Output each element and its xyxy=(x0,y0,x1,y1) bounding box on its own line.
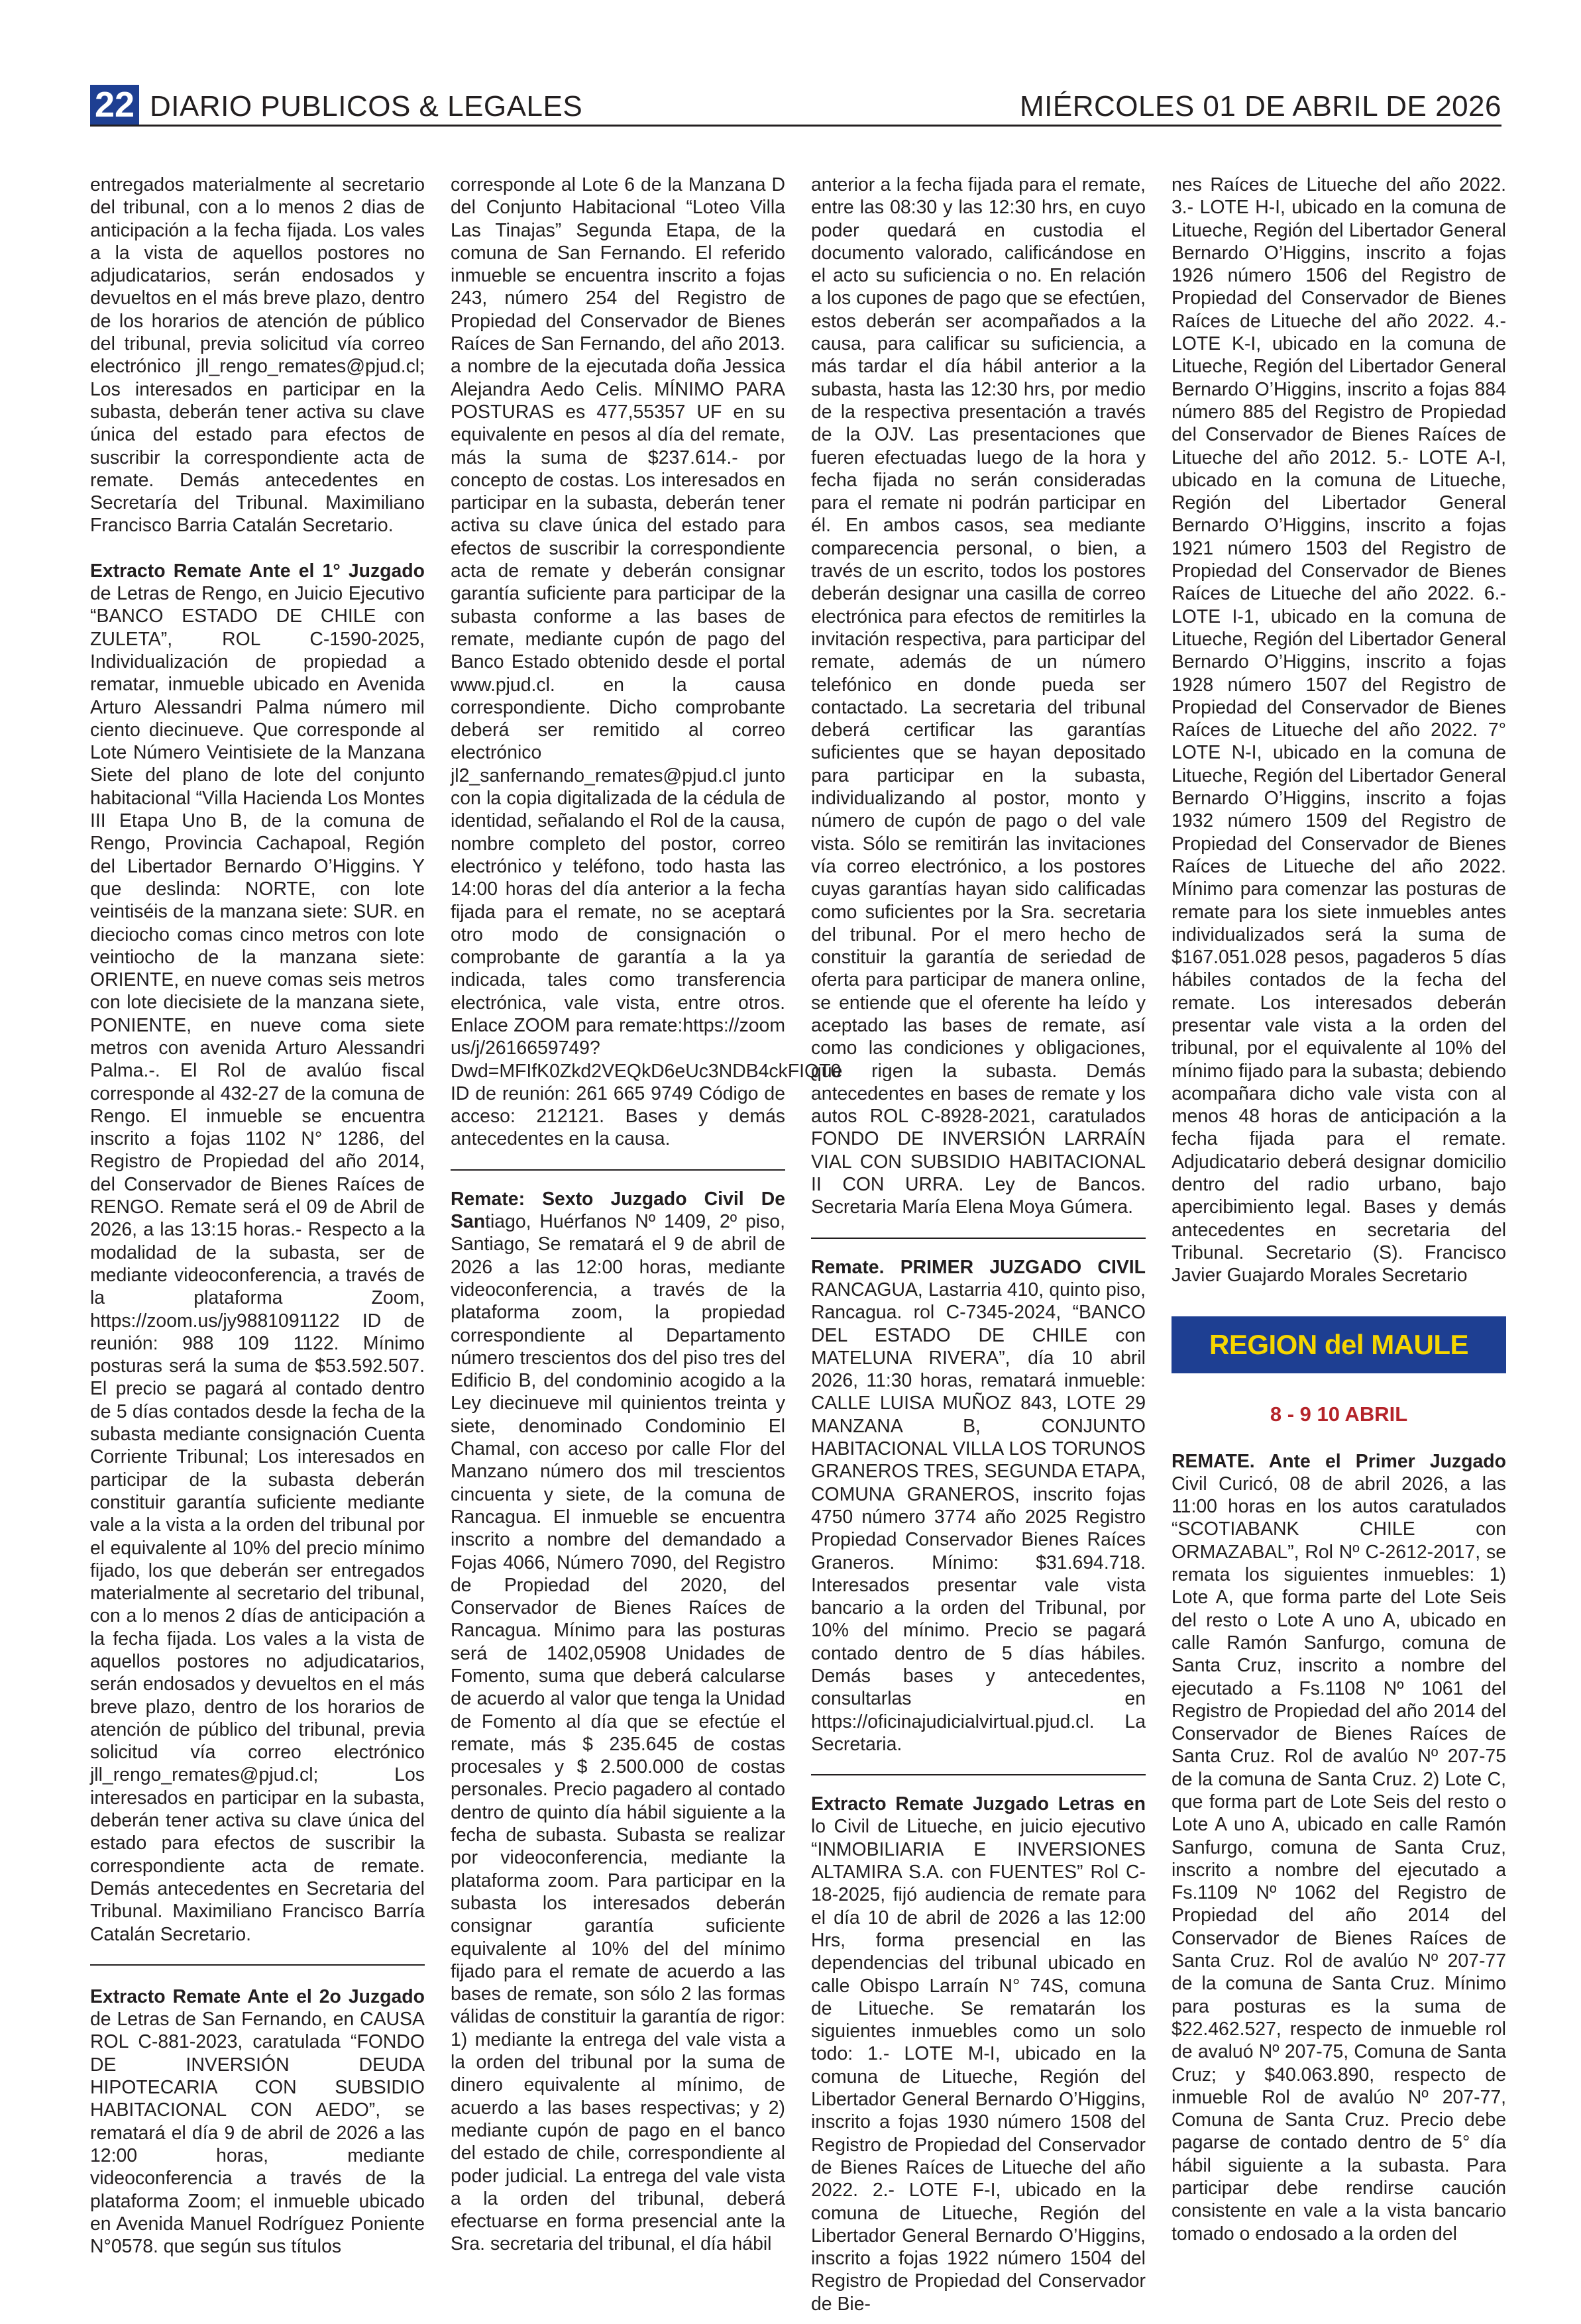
notice-body: de Letras de San Fernando, en CAUSA ROL C-881-2023, caratulada “FONDO DE INVERSIÓN DEUDA HIPOTECARIA CON SUBSIDIO HABITACIONAL CON AEDO”, se rematará el día 9 de abril de 2026 a las 12:00 horas, mediante videoconferencia a través de la plataforma Zoom; el inmueble ubicado en Avenida Manuel Rodríguez Poniente N°0578. que según sus títulos xyxy=(90,2009,425,2258)
notice-body: de Letras de Rengo, en Juicio Ejecutivo “BANCO ESTADO DE CHILE con ZULETA”, ROL C-1590-2025, Individualización de propiedad a rematar, inmueble ubicado en Avenida Arturo Alessandri Palma número mil ciento diecinueve. Que corresponde al Lote Número Veintisiete de la Manzana Siete del plano de lote del conjunto habitacional “Villa Hacienda Los Montes III Etapa Uno B, de la comuna de Rengo, Provincia Cachapoal, Región del Libertador Bernardo O’Higgins. Y que deslinda: NORTE, con lote veintiséis de la manzana siete: SUR. en dieciocho comas cinco metros con lote veintiocho de la manzana siete: ORIENTE, en nueve comas seis metros con lote diecisiete de la manzana siete, PONIENTE, en nueve coma siete metros con avenida Arturo Alessandri Palma.-. El Rol de avalúo fiscal corresponde al 432-27 de la comuna de Rengo. El inmueble se encuentra inscrito a fojas 1102 N° 1286, del Registro de Propiedad del año 2014, del Conservador de Bienes Raíces de RENGO. Remate será el 09 de Abril de 2026, a las 13:15 horas.- Respecto a la modalidad de la subasta, ser de mediante videoconferencia, a través de la plataforma Zoom, https://zoom.us/jy9881091122 ID de reunión: 988 109 1122. Mínimo posturas será la suma de $53.592.507. El precio se pagará al contado dentro de 5 días contados desde la fecha de la subasta mediante consignación Cuenta Corriente Tribunal; Los interesados en participar de la subasta deberán constituir garantía suficiente mediante vale a la vista a la orden del tribunal por el equivalente al 10% del precio mínimo fijado, los que deberán ser entregados materialmente al secretario del tribunal, con a lo menos 2 días de anticipación a la fecha fijada. Los vales a la vista de aquellos postores no adjudicatarios, serán endosados y devueltos en el más breve plazo, dentro de los horarios de atención de público del tribunal, previa solicitud vía correo electrónico jll_rengo_remates@pjud.cl; Los interesados en participar en la subasta, deberán tener activa su clave única del estado para efectos de suscribir la correspondiente acta de remate. Demás antecedentes en Secretaria del Tribunal. Maximiliano Francisco Barría Catalán Secretario. xyxy=(90,583,425,1945)
notice-heading: Remate: Sexto Juzgado Civil De San xyxy=(451,1188,785,1233)
notice-continuation: anterior a la fecha fijada para el remate, entre las 08:30 y las 12:30 hrs, en cuyo poder quedará en custodia el documento valorado, calificándose en el acto su suficiencia o no. En relación a los cupones de pago que se efectúen, estos deberán ser acompañados a la causa, para calificar su suficiencia, a más tardar el día hábil anterior a la subasta, hasta las 12:30 hrs, por medio de la respectiva presentación a través de la OJV. Las presentaciones que fueren efectuadas luego de la hora y fecha fijada no serán consideradas para el remate ni podrán participar en él. En ambos casos, sea mediante comparecencia personal, o bien, a través de un escrito, todos los postores deberán designar una casilla de correo electrónica para efectos de remitirles la invitación respectiva, para participar del remate, además de un número telefónico en donde pueda ser contactado. La secretaria del tribunal deberá certificar las garantías suficientes que se hayan depositado para participar en la subasta, individualizando al postor, monto y número de cupón de pago o del vale vista. Sólo se remitirán las invitaciones vía correo electrónico, a los postores cuyas garantías hayan sido calificadas como suficientes por la Sra. secretaria del tribunal. Por el mero hecho de constituir la garantía de seriedad de oferta para participar de manera online, se entiende que el oferente ha leído y aceptado las bases de remate, así como las condiciones y obligaciones, que rigen la subasta. Demás antecedentes en bases de remate y los autos ROL C-8928-2021, caratulados FONDO DE INVERSIÓN LARRAÍN VIAL CON SUBSIDIO HABITACIONAL II CON URRA. Ley de Bancos. Secretaria María Elena Moya Gúmera. xyxy=(811,174,1146,1218)
notice-heading: Remate. PRIMER JUZGADO CIVIL xyxy=(811,1256,1146,1278)
page-header xyxy=(90,85,1501,127)
notice-body: RANCAGUA, Lastarria 410, quinto piso, Rancagua. rol C-7345-2024, “BANCO DEL ESTADO DE CHILE con MATELUNA RIVERA”, día 10 abril 2026, 11:30 horas, rematará inmueble: CALLE LUISA MUÑOZ 843, LOTE 29 MANZANA B, CONJUNTO HABITACIONAL VILLA LOS TORUNOS GRANEROS TRES, SEGUNDA ETAPA, COMUNA GRANEROS, inscrito fojas 4750 número 3774 año 2025 Registro Propiedad Conservador Bienes Raíces Graneros. Mínimo: $31.694.718. Interesados presentar vale vista bancario a la orden del Tribunal, por 10% del mínimo. Precio se pagará contado dentro de 5 días hábiles. Demás bases y antecedentes, consultarlas en https://oficinajudicialvirtual.pjud.cl. La Secretaria. xyxy=(811,1279,1146,1755)
notice-divider xyxy=(451,1169,785,1171)
notice-heading: Extracto Remate Ante el 2o Juzgado xyxy=(90,1985,425,2007)
notice-san-fernando xyxy=(90,1985,425,2258)
column-1 xyxy=(90,174,425,2294)
column-3 xyxy=(811,174,1146,2315)
notice-body: lo Civil de Litueche, en juicio ejecutivo “INMOBILIARIA E INVERSIONES ALTAMIRA S.A. con FUENTES” Rol C-18-2025, fijó audiencia de remate para el día 10 de abril de 2026 a las 12:00 Hrs, forma presencial en las dependencias del tribunal ubicado en calle Obispo Larraín N° 74S, comuna de Litueche. Se rematarán los siguientes inmuebles como un solo todo: 1.- LOTE M-I, ubicado en la comuna de Litueche, Región del Libertador General Bernardo O’Higgins, inscrito a fojas 1930 número 1508 del Registro de Propiedad del Conservador de Bienes Raíces de Litueche del año 2022. 2.- LOTE F-I, ubicado en la comuna de Litueche, Región del Libertador General Bernardo O’Higgins, inscrito a fojas 1922 número 1504 del Registro de Propiedad del Conservador de Bie- xyxy=(811,1816,1146,2315)
page-number: 22 xyxy=(90,85,139,125)
publication-name: DIARIO PUBLICOS & LEGALES xyxy=(150,90,583,123)
notice-continuation: nes Raíces de Litueche del año 2022. 3.- LOTE H-I, ubicado en la comuna de Litueche, Región del Libertador General Bernardo O’Higgins, inscrito a fojas 1926 número 1506 del Registro de Propiedad del Conservador de Bienes Raíces de Litueche del año 2022. 4.- LOTE K-I, ubicado en la comuna de Litueche, Región del Libertador General Bernardo O’Higgins, inscrito a fojas 884 número 885 del Registro de Propiedad del Conservador de Bienes Raíces de Litueche del año 2012. 5.- LOTE A-I, ubicado en la comuna de Litueche, Región del Libertador General Bernardo O’Higgins, inscrito a fojas 1921 número 1503 del Registro de Propiedad del Conservador de Bienes Raíces de Litueche del año 2022. 6.- LOTE I-1, ubicado en la comuna de Litueche, Región del Libertador General Bernardo O’Higgins, inscrito a fojas 1928 número 1507 del Registro de Propiedad del Conservador de Bienes Raíces de Litueche del año 2022. 7° LOTE N-I, ubicado en la comuna de Litueche, Región del Libertador General Bernardo O’Higgins, inscrito a fojas 1932 número 1509 del Registro de Propiedad del Conservador de Bienes Raíces de Litueche del año 2022. Mínimo para comenzar las posturas de remate para los siete inmuebles antes individualizados será la suma de $167.051.028 pesos, pagaderos 5 días hábiles contados de la fecha del remate. Los interesados deberán presentar vale vista a la orden del tribunal, por el equivalente al 10% del mínimo fijado para la subasta; debiendo acompañara dicho vale vista con al menos 48 horas de anticipación a la fecha fijada para el remate. Adjudicatario deberá designar domicilio dentro del radio urbano, bajo apercibimiento legal. Bases y demás antecedentes en secretaria del Tribunal. Secretario (S). Francisco Javier Guajardo Morales Secretario xyxy=(1172,174,1506,1287)
notice-heading: Extracto Remate Juzgado Letras en xyxy=(811,1793,1146,1815)
notice-divider xyxy=(90,1964,425,1966)
column-4 xyxy=(1172,174,1506,2294)
notice-rengo xyxy=(90,560,425,1946)
notice-rancagua xyxy=(811,1256,1146,1756)
notice-divider xyxy=(811,1774,1146,1775)
notice-continuation: entregados materialmente al secretario del tribunal, con a lo menos 2 dias de anticipación a la fecha fijada. Los vales a la vista de aquellos postores no adjudicatarios, serán endosados y devueltos en el más breve plazo, dentro de los horarios de atención de público del tribunal, previa solicitud vía correo electrónico jll_rengo_remates@pjud.cl; Los interesados en participar en la subasta, deberán tener activa su clave única del estado para efectos de suscribir la correspondiente acta de remate. Demás antecedentes en Secretaría del Tribunal. Maximiliano Francisco Barria Catalán Secretario. xyxy=(90,174,425,537)
column-2 xyxy=(451,174,842,2294)
notice-divider xyxy=(811,1238,1146,1239)
notice-curico xyxy=(1172,1450,1506,2245)
notice-body: tiago, Huérfanos Nº 1409, 2º piso, Santiago, Se rematará el 9 de abril de 2026 a las 12:00 horas, mediante videoconferencia, a través de la plataforma zoom, la propiedad correspondiente al Departamento número trescientos dos del piso tres del Edificio B, del condominio acogido a la Ley diecinueve mil quinientos treinta y siete, denominado Condominio El Chamal, con acceso por calle Flor del Manzano número dos mil trescientos cincuenta y siete, de la comuna de Rancagua. El inmueble se encuentra inscrito a nombre del demandado a Fojas 4066, Número 7090, del Registro de Propiedad del 2020, del Conservador de Bienes Raíces de Rancagua. Mínimo para las posturas será de 1402,05908 Unidades de Fomento, suma que deberá calcularse de acuerdo al valor que tenga la Unidad de Fomento al día que se efectúe el remate, más $ 235.645 de costas procesales y $ 2.500.000 de costas personales. Precio pagadero al contado dentro de quinto día hábil siguiente a la fecha de subasta. Subasta se realizar por videoconferencia, mediante la plataforma zoom. Para participar en la subasta los interesados deberán consignar garantía suficiente equivalente al 10% del del mínimo fijado para el remate de acuerdo a las bases de remate, son sólo 2 las formas válidas de constituir la garantía de rigor: 1) mediante la entrega del vale vista a la orden del tribunal por la suma de dinero equivalente al mínimo, de acuerdo a las bases respectivas; y 2) mediante cupón de pago en el banco del estado de chile, correspondiente al poder judicial. La entrega del vale vista a la orden del tribunal, deberá efectuarse en forma presencial ante la Sra. secretaria del tribunal, el día hábil xyxy=(451,1211,785,2255)
region-dates: 8 - 9 10 ABRIL xyxy=(1270,1402,1408,1426)
publication-date: MIÉRCOLES 01 DE ABRIL DE 2026 xyxy=(1020,90,1501,123)
notice-body: Civil Curicó, 08 de abril 2026, a las 11:00 horas en los autos caratulados “SCOTIABANK CHILE con ORMAZABAL”, Rol Nº C-2612-2017, se remata los siguientes inmuebles: 1) Lote A, que forma parte del Lote Seis del resto o Lote A uno A, ubicado en calle Ramón Sanfurgo, comuna de Santa Cruz, inscrito a nombre del ejecutado a Fs.1108 Nº 1061 del Registro de Propiedad del año 2014 del Conservador de Bienes Raíces de Santa Cruz. Rol de avalúo Nº 207-75 de la comuna de Santa Cruz. 2) Lote C, que forma part de Lote Seis del resto o Lote A uno A, ubicado en calle Ramón Sanfurgo, comuna de Santa Cruz, inscrito a nombre del ejecutado a Fs.1109 Nº 1062 del Registro de Propiedad del año 2014 del Conservador de Bienes Raíces de Santa Cruz. Rol de avalúo Nº 207-77 de la comuna de Santa Cruz. Mínimo para posturas es la suma de $22.462.527, respecto de inmueble rol de avaluó Nº 207-75, Comuna de Santa Cruz; y $40.063.890, respecto de inmueble Rol de avalúo Nº 207-77, Comuna de Santa Cruz. Precio debe pagarse de contado dentro de 5° día hábil siguiente a la subasta. Para participar debe rendirse caución consistente en vale a la vista bancario tomado o endosado a la orden del xyxy=(1172,1473,1506,2245)
notice-santiago xyxy=(451,1188,785,2256)
notice-litueche xyxy=(811,1793,1146,2315)
notice-heading: Extracto Remate Ante el 1° Juzgado xyxy=(90,560,425,582)
notice-heading: REMATE. Ante el Primer Juzgado xyxy=(1172,1450,1506,1472)
notice-continuation: corresponde al Lote 6 de la Manzana D del Conjunto Habitacional “Loteo Villa Las Tinajas” Segunda Etapa, de la comuna de San Fernando. El referido inmueble se encuentra inscrito a fojas 243, número 254 del Registro de Propiedad del Conservador de Bienes Raíces de San Fernando, del año 2013. a nombre de la ejecutada doña Jessica Alejandra Aedo Celis. MÍNIMO PARA POSTURAS es 477,55357 UF en su equivalente en pesos al día del remate, más la suma de $237.614.- por concepto de costas. Los interesados en participar en la subasta, deberán tener activa su clave única del estado para efectos de suscribir la correspondiente acta de remate y deberán consignar garantía suficiente para participar de la subasta conforme a las bases de remate, mediante cupón de pago del Banco Estado obtenido desde el portal www.pjud.cl. en la causa correspondiente. Dicho comprobante deberá ser remitido al correo electrónico jl2_sanfernando_remates@pjud.cl junto con la copia digitalizada de la cédula de identidad, señalando el Rol de la causa, nombre completo del postor, correo electrónico y teléfono, todo hasta las 14:00 horas del día anterior a la fecha fijada para el remate, no se aceptará otro modo de consignación o comprobante de garantía a la ya indicada, tales como transferencia electrónica, vale vista, entre otros. Enlace ZOOM para remate:https://zoom us/j/2616659749?Dwd=MFIfK0Zkd2VEQkD6eUc3NDB4ckFIQT0 ID de reunión: 261 665 9749 Código de acceso: 212121. Bases y demás antecedentes en la causa. xyxy=(451,174,842,1150)
region-banner: REGION del MAULE xyxy=(1172,1316,1506,1373)
